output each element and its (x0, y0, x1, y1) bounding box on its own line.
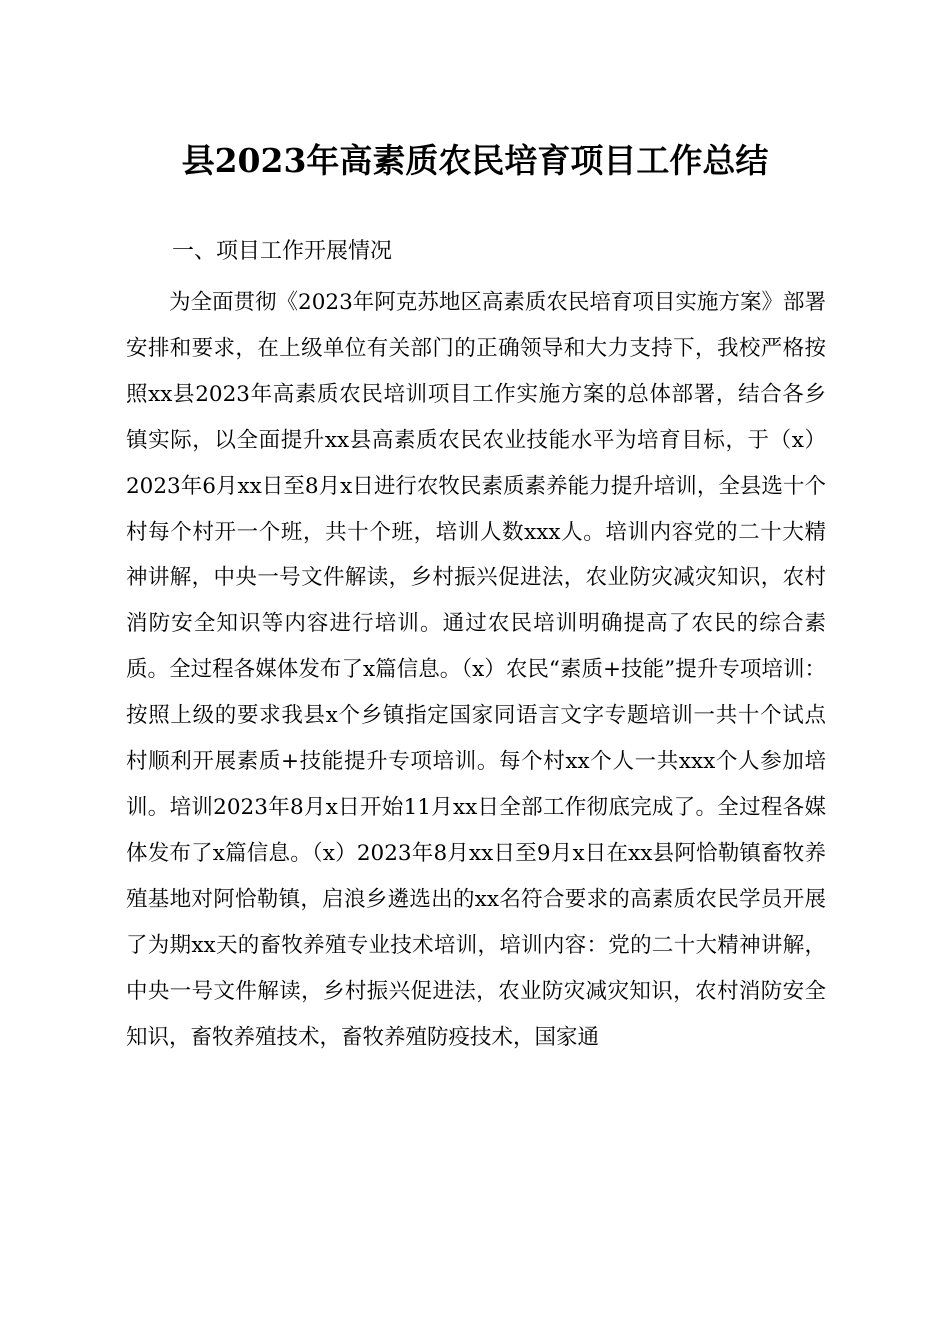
document-title: 县2023年高素质农民培育项目工作总结 (181, 141, 769, 180)
section-heading: 一、项目工作开展情况 (172, 239, 393, 264)
body-paragraph: 为全面贯彻《2023年阿克苏地区高素质农民培育项目实施方案》部署安排和要求，在上级单位有关部门的正确领导和大力支持下，我校严格按照xx县2023年高素质农民培训项目工作实施方案的总体部署，结合各乡镇实际，以全面提升xx县高素质农民农业技能水平为培育目标，于（x）2023年6月xx日至8月x日进行农牧民素质素养能力提升培训，全县选十个村每个村开一个班，共十个班，培训人数xxx人。培训内容党的二十大精神讲解，中央一号文件解读，乡村振兴促进法，农业防灾减灾知识，农村消防安全知识等内容进行培训。通过农民培训明确提高了农民的综合素质。全过程各媒体发布了x篇信息。（x）农民“素质+技能”提升专项培训：按照上级的要求我县x个乡镇指定国家同语言文字专题培训一共十个试点村顺利开展素质+技能提升专项培训。每个村xx个人一共xxx个人参加培训。培训2023年8月x日开始11月xx日全部工作彻底完成了。全过程各媒体发布了x篇信息。（x）2023年8月xx日至9月x日在xx县阿恰勒镇畜牧养殖基地对阿恰勒镇，启浪乡遴选出的xx名符合要求的高素质农民学员开展了为期xx天的畜牧养殖专业技术培训，培训内容：党的二十大精神讲解，中央一号文件解读，乡村振兴促进法，农业防灾减灾知识，农村消防安全知识，畜牧养殖技术，畜牧养殖防疫技术，国家通 (126, 290, 826, 1050)
